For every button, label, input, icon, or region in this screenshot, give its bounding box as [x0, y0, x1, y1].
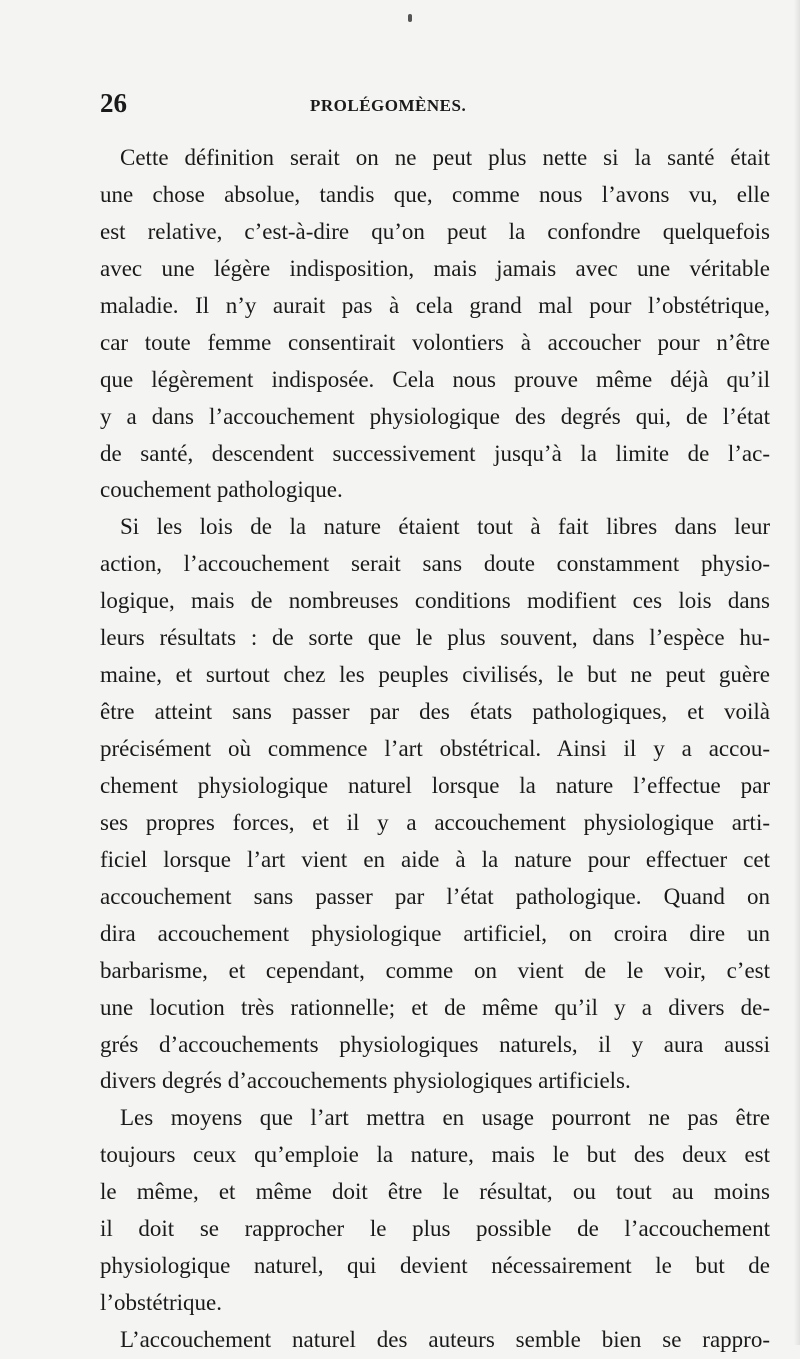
text-line: le même, et même doit être le résultat, ou tout au moins — [100, 1179, 770, 1205]
text-line: être atteint sans passer par des états pathologiques, et voilà — [100, 699, 770, 725]
text-line: y a dans l’accouchement physiologique des degrés qui, de l’état — [100, 403, 770, 429]
text-line: que légèrement indisposée. Cela nous prouve même déjà qu’il — [100, 366, 770, 392]
text-line: divers degrés d’accouchements physiologiques artificiels. — [100, 1068, 631, 1094]
text-line: action, l’accouchement serait sans doute constamment physio- — [100, 551, 770, 577]
text-line: dira accouchement physiologique artificiel, on croira dire un — [100, 920, 770, 946]
text-line: une chose absolue, tandis que, comme nous l’avons vu, elle — [100, 181, 770, 207]
text-line: Les moyens que l’art mettra en usage pourront ne pas être — [120, 1105, 770, 1131]
ink-mark — [408, 14, 412, 22]
page-number: 26 — [100, 88, 127, 118]
text-line: barbarisme, et cependant, comme on vient de le voir, c’est — [100, 957, 770, 983]
text-line: Cette définition serait on ne peut plus nette si la santé était — [120, 145, 770, 170]
text-line: logique, mais de nombreuses conditions modifient ces lois dans — [100, 588, 770, 614]
running-head: PROLÉGOMÈNES. — [310, 96, 467, 115]
text-line: accouchement sans passer par l’état pathologique. Quand on — [100, 883, 770, 909]
text-line: L’accouchement naturel des auteurs semble bien se rappro- — [120, 1327, 770, 1352]
text-line: couchement pathologique. — [100, 477, 343, 503]
text-line: toujours ceux qu’emploie la nature, mais le but des deux est — [100, 1142, 770, 1168]
text-line: Si les lois de la nature étaient tout à fait libres dans leur — [120, 514, 770, 540]
text-line: ses propres forces, et il y a accouchement physiologique arti- — [100, 809, 770, 835]
text-line: grés d’accouchements physiologiques naturels, il y aura aussi — [100, 1031, 770, 1057]
text-line: car toute femme consentirait volontiers à accoucher pour n’être — [100, 329, 770, 355]
text-line: chement physiologique naturel lorsque la nature l’effectue par — [100, 772, 770, 798]
text-line: avec une légère indisposition, mais jamais avec une véritable — [100, 255, 770, 281]
text-line: ficiel lorsque l’art vient en aide à la nature pour effectuer cet — [100, 846, 770, 872]
page-header — [100, 88, 760, 128]
text-line: est relative, c’est-à-dire qu’on peut la confondre quelquefois — [100, 218, 770, 244]
text-line: leurs résultats : de sorte que le plus souvent, dans l’espèce hu- — [100, 625, 770, 651]
text-line: une locution très rationnelle; et de même qu’il y a divers de- — [100, 994, 770, 1020]
text-line: maine, et surtout chez les peuples civilisés, le but ne peut guère — [100, 662, 770, 688]
text-line: physiologique naturel, qui devient nécessairement le but de — [100, 1253, 770, 1279]
text-line: l’obstétrique. — [100, 1290, 222, 1316]
body-text — [100, 140, 770, 1359]
text-line: précisément où commence l’art obstétrical. Ainsi il y a accou- — [100, 736, 770, 761]
text-line: il doit se rapprocher le plus possible de l’accouchement — [100, 1216, 770, 1242]
text-line: maladie. Il n’y aurait pas à cela grand mal pour l’obstétrique, — [100, 292, 770, 318]
text-line: de santé, descendent successivement jusqu’à la limite de l’ac- — [100, 440, 770, 466]
page-edge-shadow — [794, 0, 800, 1345]
